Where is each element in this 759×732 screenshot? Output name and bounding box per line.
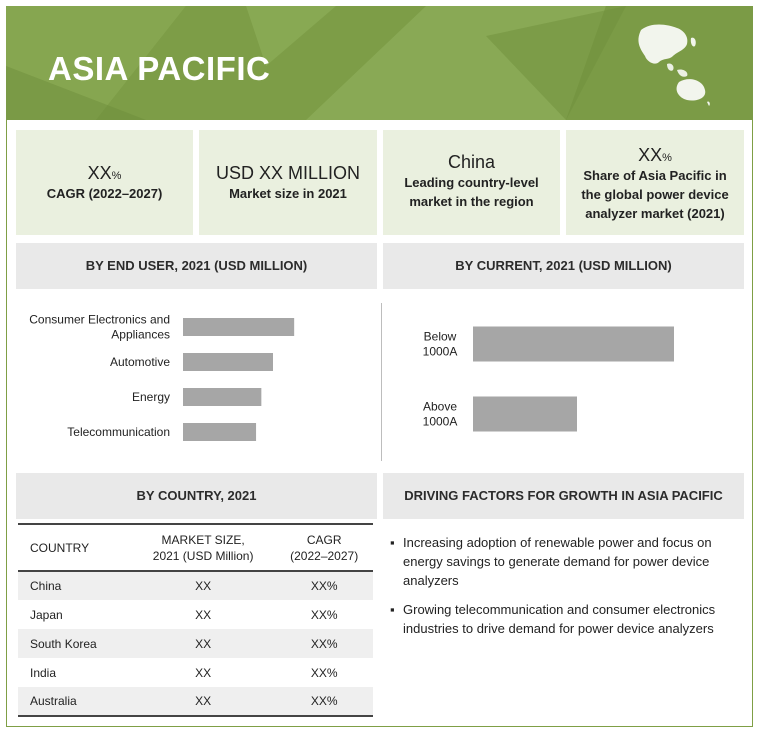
country-cell: China: [18, 571, 131, 600]
driver-text: Growing telecommunication and consumer electronics industries to drive demand for power device analyzers: [403, 602, 716, 636]
section-title-current: BY CURRENT, 2021 (USD MILLION): [383, 243, 744, 289]
page-title: ASIA PACIFIC: [48, 50, 271, 87]
market-size-cell: XX: [131, 687, 275, 716]
table-row: [18, 600, 373, 629]
cagr-cell: XX%: [275, 687, 373, 716]
list-item: [390, 533, 735, 590]
category-label: Automotive: [109, 355, 170, 369]
market-size-cell: XX: [195, 665, 212, 680]
table-header-row: [18, 524, 373, 571]
column-header: CAGR (2022–2027): [275, 524, 373, 571]
kpi-market-size: [199, 130, 377, 235]
category-label: Energy: [131, 390, 170, 404]
kpi-cagr: [16, 130, 193, 235]
country-cell: South Korea: [18, 629, 131, 658]
kpi-value: USD XX MILLION: [215, 163, 361, 183]
kpi-label: Leading country-level market in the region: [404, 175, 539, 209]
column-header: MARKET SIZE, 2021 (USD Million): [131, 524, 275, 571]
kpi-value: XX: [87, 163, 112, 183]
country-cell: Japan: [30, 607, 63, 622]
current-bar-chart: [383, 300, 745, 460]
country-table: [18, 523, 373, 717]
market-size-cell: XX: [195, 607, 212, 622]
section-title-end-user: BY END USER, 2021 (USD MILLION): [16, 243, 377, 289]
bar-automotive: [183, 353, 273, 371]
market-size-cell: XX: [131, 571, 275, 600]
bullet-icon: ▪: [390, 602, 395, 617]
category-label: Above 1000A: [422, 399, 458, 429]
country-cell: Australia: [18, 687, 131, 716]
table-row: [18, 571, 373, 600]
cagr-cell: XX%: [310, 607, 338, 622]
section-title-drivers: DRIVING FACTORS FOR GROWTH IN ASIA PACIFIC: [383, 473, 744, 519]
column-header: COUNTRY: [18, 524, 131, 571]
category-label: Below 1000A: [422, 329, 458, 359]
market-size-cell: XX: [131, 629, 275, 658]
bar-consumer-electronics-and-appliances: [183, 318, 294, 336]
asia-pacific-map-icon: [633, 18, 713, 108]
chart-divider: [381, 303, 382, 461]
kpi-value: XX: [638, 145, 663, 165]
cagr-cell: XX%: [275, 629, 373, 658]
table-row: [18, 658, 373, 687]
driver-text: Increasing adoption of renewable power and focus on energy savings to generate demand for power device analyzers: [403, 535, 712, 588]
list-item: [390, 600, 735, 638]
cagr-cell: XX%: [310, 665, 338, 680]
cagr-cell: XX%: [275, 571, 373, 600]
kpi-value: China: [447, 152, 496, 172]
kpi-label: Market size in 2021: [229, 186, 347, 201]
bar-above-1000a: [473, 397, 577, 432]
bar-telecommunication: [183, 423, 256, 441]
category-label: Telecommunication: [67, 425, 170, 439]
bar-below-1000a: [473, 327, 674, 362]
kpi-unit: %: [662, 152, 672, 164]
bullet-icon: ▪: [390, 535, 395, 550]
kpi-share: [566, 130, 744, 235]
kpi-label: CAGR (2022–2027): [46, 186, 163, 201]
category-label: Consumer Electronics and Appliances: [29, 312, 170, 342]
kpi-leading-country: [383, 130, 560, 235]
end-user-bar-chart: [16, 300, 378, 460]
table-row: [18, 687, 373, 716]
kpi-unit: %: [111, 170, 122, 182]
header-banner: [6, 6, 753, 120]
section-title-country: BY COUNTRY, 2021: [16, 473, 377, 519]
country-cell: India: [30, 665, 57, 680]
bar-energy: [183, 388, 261, 406]
kpi-label: Share of Asia Pacific in the global power device analyzer market (2021): [581, 168, 729, 221]
driving-factors-list: [390, 533, 735, 648]
table-row: [18, 629, 373, 658]
